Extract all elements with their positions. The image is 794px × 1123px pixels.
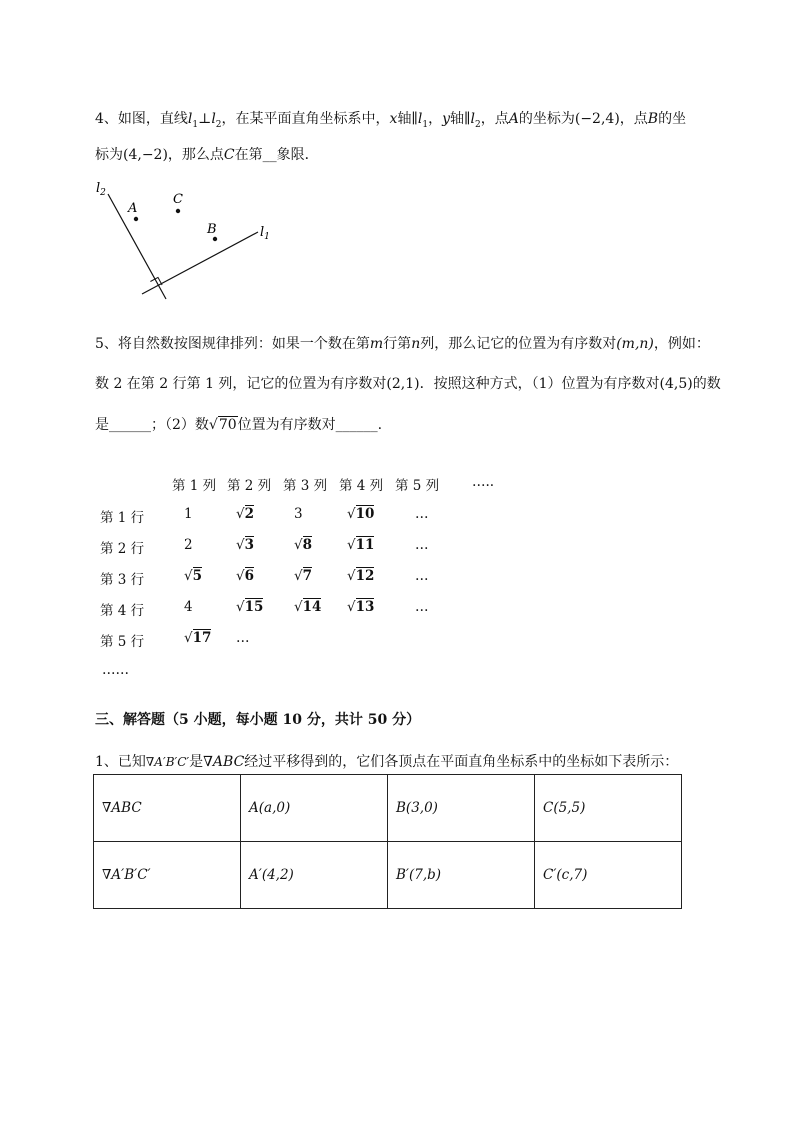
number-cell: 4 bbox=[184, 599, 193, 615]
row-label: 第 5 行 bbox=[100, 634, 145, 650]
coordinate-table bbox=[93, 774, 682, 909]
column-header: 第 5 列 bbox=[395, 478, 440, 494]
number-cell: 2 bbox=[184, 537, 193, 553]
number-cell: … bbox=[236, 630, 250, 646]
q4-line-2: 标为(4,−2)，那么点C在第__象限． bbox=[95, 147, 319, 163]
row-label: 第 4 行 bbox=[100, 603, 145, 619]
sqrt-cell: √5 bbox=[184, 568, 203, 584]
sqrt-cell: √2 bbox=[236, 506, 255, 522]
q5-line-2: 数 2 在第 2 行第 1 列，记它的位置为有序数对(2,1)．按照这种方式，（1）位置为有序数对(4,5)的数 bbox=[95, 376, 721, 392]
row-label: 第 2 行 bbox=[100, 541, 145, 557]
column-header: 第 1 列 bbox=[172, 478, 217, 494]
sqrt-cell: √8 bbox=[294, 537, 313, 553]
column-header: 第 4 列 bbox=[339, 478, 384, 494]
q5-line-1: 5、将自然数按图规律排列：如果一个数在第m行第n列，那么记它的位置为有序数对(m,n)，例如： bbox=[95, 336, 710, 352]
number-cell: … bbox=[415, 568, 429, 584]
line-l1 bbox=[142, 232, 258, 294]
number-cell: 3 bbox=[294, 506, 303, 522]
table-cell: A′(4,2) bbox=[241, 842, 388, 909]
table-cell: C(5,5) bbox=[535, 775, 682, 842]
table-cell: B′(7,b) bbox=[388, 842, 535, 909]
point-C bbox=[176, 209, 180, 213]
number-cell: … bbox=[415, 599, 429, 615]
column-header: ….. bbox=[472, 474, 495, 490]
label-B: B bbox=[207, 222, 217, 237]
q4-figure bbox=[90, 178, 290, 303]
point-A bbox=[134, 217, 138, 221]
sqrt-cell: √7 bbox=[294, 568, 313, 584]
label-l1: $l_1$ bbox=[260, 225, 270, 242]
label-l2: $l_2$ bbox=[96, 181, 106, 198]
sqrt-cell: √10 bbox=[347, 506, 375, 522]
row-label: …… bbox=[102, 662, 129, 678]
label-C: C bbox=[173, 192, 183, 207]
table-cell: ∇A′B′C′ bbox=[94, 842, 241, 909]
table-cell: A(a,0) bbox=[241, 775, 388, 842]
column-header: 第 2 列 bbox=[227, 478, 272, 494]
table-cell: ∇ABC bbox=[94, 775, 241, 842]
sqrt-cell: √12 bbox=[347, 568, 375, 584]
number-cell: … bbox=[415, 506, 429, 522]
q4-line-1: 4、如图，直线$l_1\perp l_2$，在某平面直角坐标系中，x轴$\parallel l_1$，y轴$\parallel l_2$，点A的坐标为(−2,4)，点B的坐 bbox=[95, 111, 687, 130]
sqrt-cell: √13 bbox=[347, 599, 375, 615]
p1-text: 1、已知∇A′B′C′是∇ABC经过平移得到的，它们各顶点在平面直角坐标系中的坐标如下表所示： bbox=[95, 754, 679, 770]
sqrt-cell: √3 bbox=[236, 537, 255, 553]
row-label: 第 1 行 bbox=[100, 510, 145, 526]
number-cell: 1 bbox=[184, 506, 193, 522]
sqrt-cell: √6 bbox=[236, 568, 255, 584]
table-cell: B(3,0) bbox=[388, 775, 535, 842]
sqrt-cell: √15 bbox=[236, 599, 264, 615]
label-A: A bbox=[128, 201, 138, 216]
number-cell: … bbox=[415, 537, 429, 553]
section-heading: 三、解答题（5 小题，每小题 10 分，共计 50 分） bbox=[95, 712, 421, 728]
table-row bbox=[94, 775, 682, 842]
table-cell: C′(c,7) bbox=[535, 842, 682, 909]
sqrt-cell: √11 bbox=[347, 537, 375, 553]
point-B bbox=[213, 237, 217, 241]
q5-line-3: 是______；（2）数√70位置为有序数对______. bbox=[95, 417, 383, 433]
column-header: 第 3 列 bbox=[283, 478, 328, 494]
sqrt-cell: √14 bbox=[294, 599, 322, 615]
sqrt-cell: √17 bbox=[184, 630, 212, 646]
sqrt-70: √70 bbox=[208, 417, 237, 433]
row-label: 第 3 行 bbox=[100, 572, 145, 588]
table-row bbox=[94, 842, 682, 909]
